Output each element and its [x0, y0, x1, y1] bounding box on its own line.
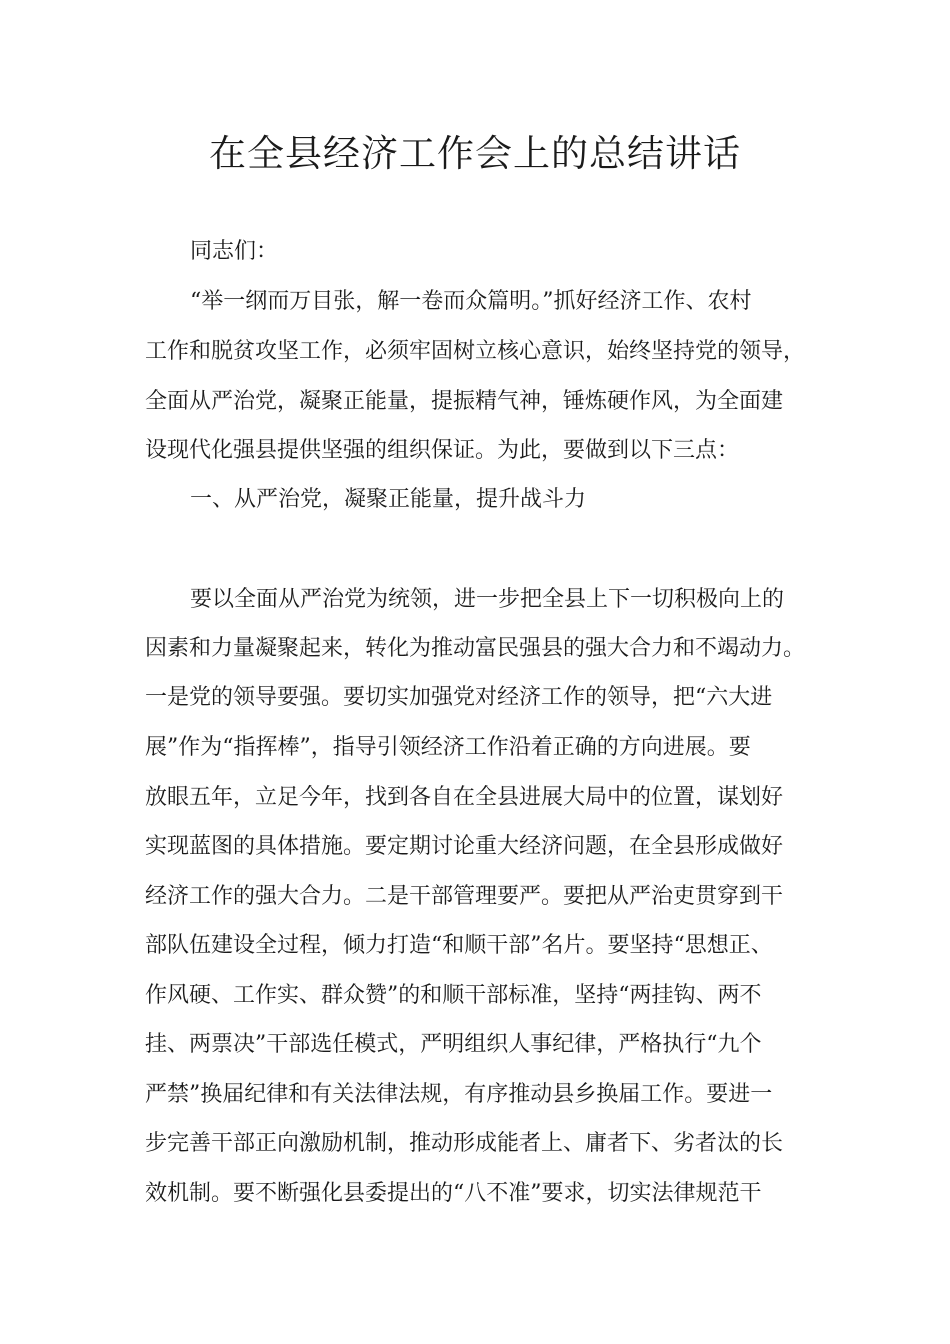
paragraph-line: 部队伍建设全过程，倾力打造“和顺干部”名片。要坚持“思想正、	[145, 933, 773, 958]
paragraph-line: 展”作为“指挥棒”，指导引领经济工作沿着正确的方向进展。要	[145, 735, 751, 760]
section-heading: 一、从严治党，凝聚正能量，提升战斗力	[190, 487, 587, 512]
salutation: 同志们：	[190, 239, 279, 264]
paragraph-line: 因素和力量凝聚起来，转化为推动富民强县的强大合力和不竭动力。	[145, 636, 806, 661]
paragraph-line: 放眼五年，立足今年，找到各自在全县进展大局中的位置，谋划好	[145, 785, 784, 810]
paragraph-line: 实现蓝图的具体措施。要定期讨论重大经济问题，在全县形成做好	[145, 834, 784, 859]
paragraph-line: 效机制。要不断强化县委提出的“八不准”要求，切实法律规范干	[145, 1181, 762, 1206]
paragraph-line: “举一纲而万目张，解一卷而众篇明。”抓好经济工作、农村	[190, 289, 752, 314]
paragraph-line: 经济工作的强大合力。二是干部管理要严。要把从严治吏贯穿到干	[145, 884, 784, 909]
paragraph-line: 一是党的领导要强。要切实加强党对经济工作的领导，把“六大进	[145, 685, 773, 710]
paragraph-line: 全面从严治党，凝聚正能量，提振精气神，锤炼硬作风，为全面建	[145, 389, 784, 414]
paragraph-line: 工作和脱贫攻坚工作，必须牢固树立核心意识，始终坚持党的领导，	[145, 339, 806, 364]
paragraph-line: 挂、两票决”干部选任模式，严明组织人事纪律，严格执行“九个	[145, 1032, 762, 1057]
document-title: 在全县经济工作会上的总结讲话	[209, 132, 741, 175]
paragraph-line: 设现代化强县提供坚强的组织保证。为此，要做到以下三点：	[145, 438, 740, 463]
paragraph-line: 作风硬、工作实、群众赞”的和顺干部标准，坚持“两挂钩、两不	[145, 983, 762, 1008]
paragraph-line: 步完善干部正向激励机制，推动形成能者上、庸者下、劣者汰的长	[145, 1131, 784, 1156]
paragraph-line: 要以全面从严治党为统领，进一步把全县上下一切积极向上的	[190, 587, 785, 612]
paragraph-line: 严禁”换届纪律和有关法律法规，有序推动县乡换届工作。要进一	[145, 1082, 773, 1107]
